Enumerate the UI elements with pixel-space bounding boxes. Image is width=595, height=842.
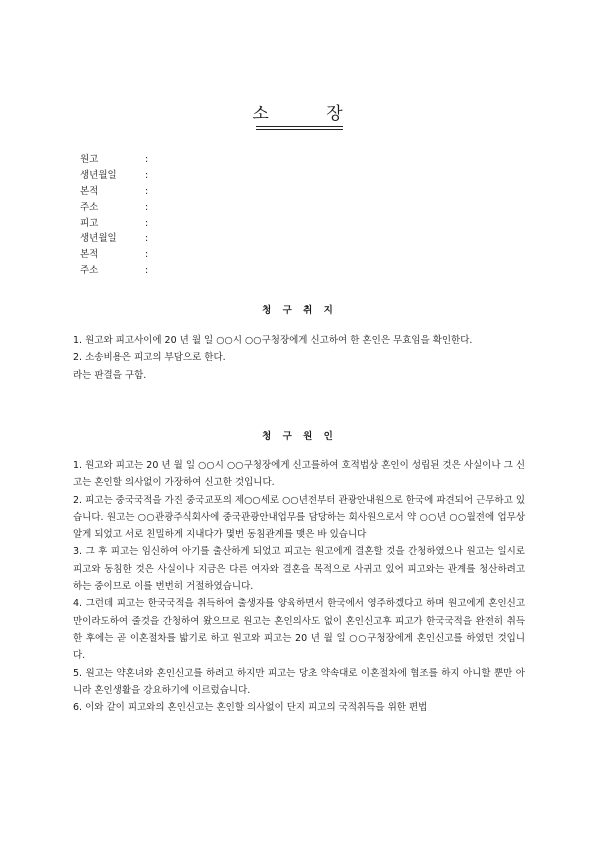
- party-row: [80, 200, 148, 216]
- cause-item: 3. 그 후 피고는 임신하여 아기를 출산하게 되었고 피고는 원고에게 결혼할 것을 간청하였으나 원고는 일시로 피고와 동침한 것은 사실이나 지금은 다른 여자와 결혼을 목적으로 사귀고 있어 피고와는 관계를 청산하려고 하는 중이므로 이를 번번히 거절하였습니다.: [73, 546, 525, 593]
- cause-item: 4. 그런데 피고는 한국국적을 취득하여 출생자를 양육하면서 한국에서 영주하겠다고 하며 원고에게 혼인신고만이라도하여 줄것을 간청하여 왔으므로 원고는 혼인의사도 없이 혼인신고후 피고가 한국국적을 완전히 취득한 후에는 곧 이혼절차를 밟기로 하고 원고와 피고는 20 년 월 일 ○○구청장에게 혼인신고를 하였던 것입니다.: [73, 598, 525, 662]
- claim-item: 1. 원고와 피고사이에 20 년 월 일 ○○시 ○○구청장에게 신고하여 한 혼인은 무효임을 확인한다.: [73, 335, 473, 346]
- party-label: 원고: [80, 154, 99, 165]
- party-colon: :: [145, 154, 149, 165]
- party-row: [80, 247, 148, 263]
- party-row: [80, 168, 148, 184]
- party-label: 본적: [80, 185, 99, 197]
- cause-item: 6. 이와 같이 피고와의 혼인신고는 혼인할 의사없이 단지 피고의 국적취득을 위한 편법: [73, 702, 428, 714]
- party-row: [80, 231, 148, 247]
- party-colon: :: [145, 233, 149, 245]
- party-colon: :: [145, 169, 149, 181]
- party-colon: :: [145, 185, 149, 197]
- cause-section: [73, 457, 525, 716]
- party-colon: :: [145, 217, 149, 229]
- document-title: 소 장: [252, 104, 369, 124]
- party-label: 피고: [80, 217, 99, 229]
- party-row: [80, 184, 148, 200]
- claim-section: [73, 332, 525, 384]
- party-row: [80, 152, 148, 168]
- party-label: 주소: [80, 265, 99, 277]
- title-underline-bottom: [256, 129, 343, 130]
- party-colon: :: [145, 265, 149, 277]
- party-label: 생년월일: [80, 169, 117, 181]
- title-underline-top: [256, 126, 343, 127]
- party-label: 생년월일: [80, 233, 117, 245]
- claim-tail: 라는 판결을 구함.: [73, 369, 147, 381]
- claim-heading: 청 구 취 지: [262, 305, 337, 316]
- party-label: 본적: [80, 249, 99, 261]
- party-label: 주소: [80, 201, 99, 213]
- cause-heading: 청 구 원 인: [262, 431, 337, 442]
- party-colon: :: [145, 249, 149, 261]
- party-info-block: [80, 152, 148, 279]
- cause-item: 5. 원고는 약혼녀와 혼인신고를 하려고 하지만 피고는 당초 약속대로 이혼절차에 협조를 하지 아니할 뿐만 아니라 혼인생활을 강요하기에 이르렀습니다.: [73, 667, 525, 696]
- cause-item: 2. 피고는 중국국적을 가진 중국교포의 제○○세로 ○○년전부터 관광안내원으로 한국에 파견되어 근무하고 있습니다. 원고는 ○○관광주식회사에 중국관광안내업무를 담당하는 회사원으로서 약 ○○년 ○○월전에 업무상 알게 되었고 서로 친밀하게 지내다가 몇번 동침관계를 맺은 바 있습니다: [73, 494, 525, 541]
- party-row: [80, 263, 148, 279]
- party-colon: :: [145, 201, 149, 213]
- claim-item: 2. 소송비용은 피고의 부담으로 한다.: [73, 352, 226, 364]
- cause-item: 1. 원고와 피고는 20 년 월 일 ○○시 ○○구청장에게 신고를하여 호적법상 혼인이 성립된 것은 사실이나 그 신고는 혼인할 의사없이 가장하여 신고한 것입니다.: [73, 460, 525, 489]
- party-row: [80, 216, 148, 232]
